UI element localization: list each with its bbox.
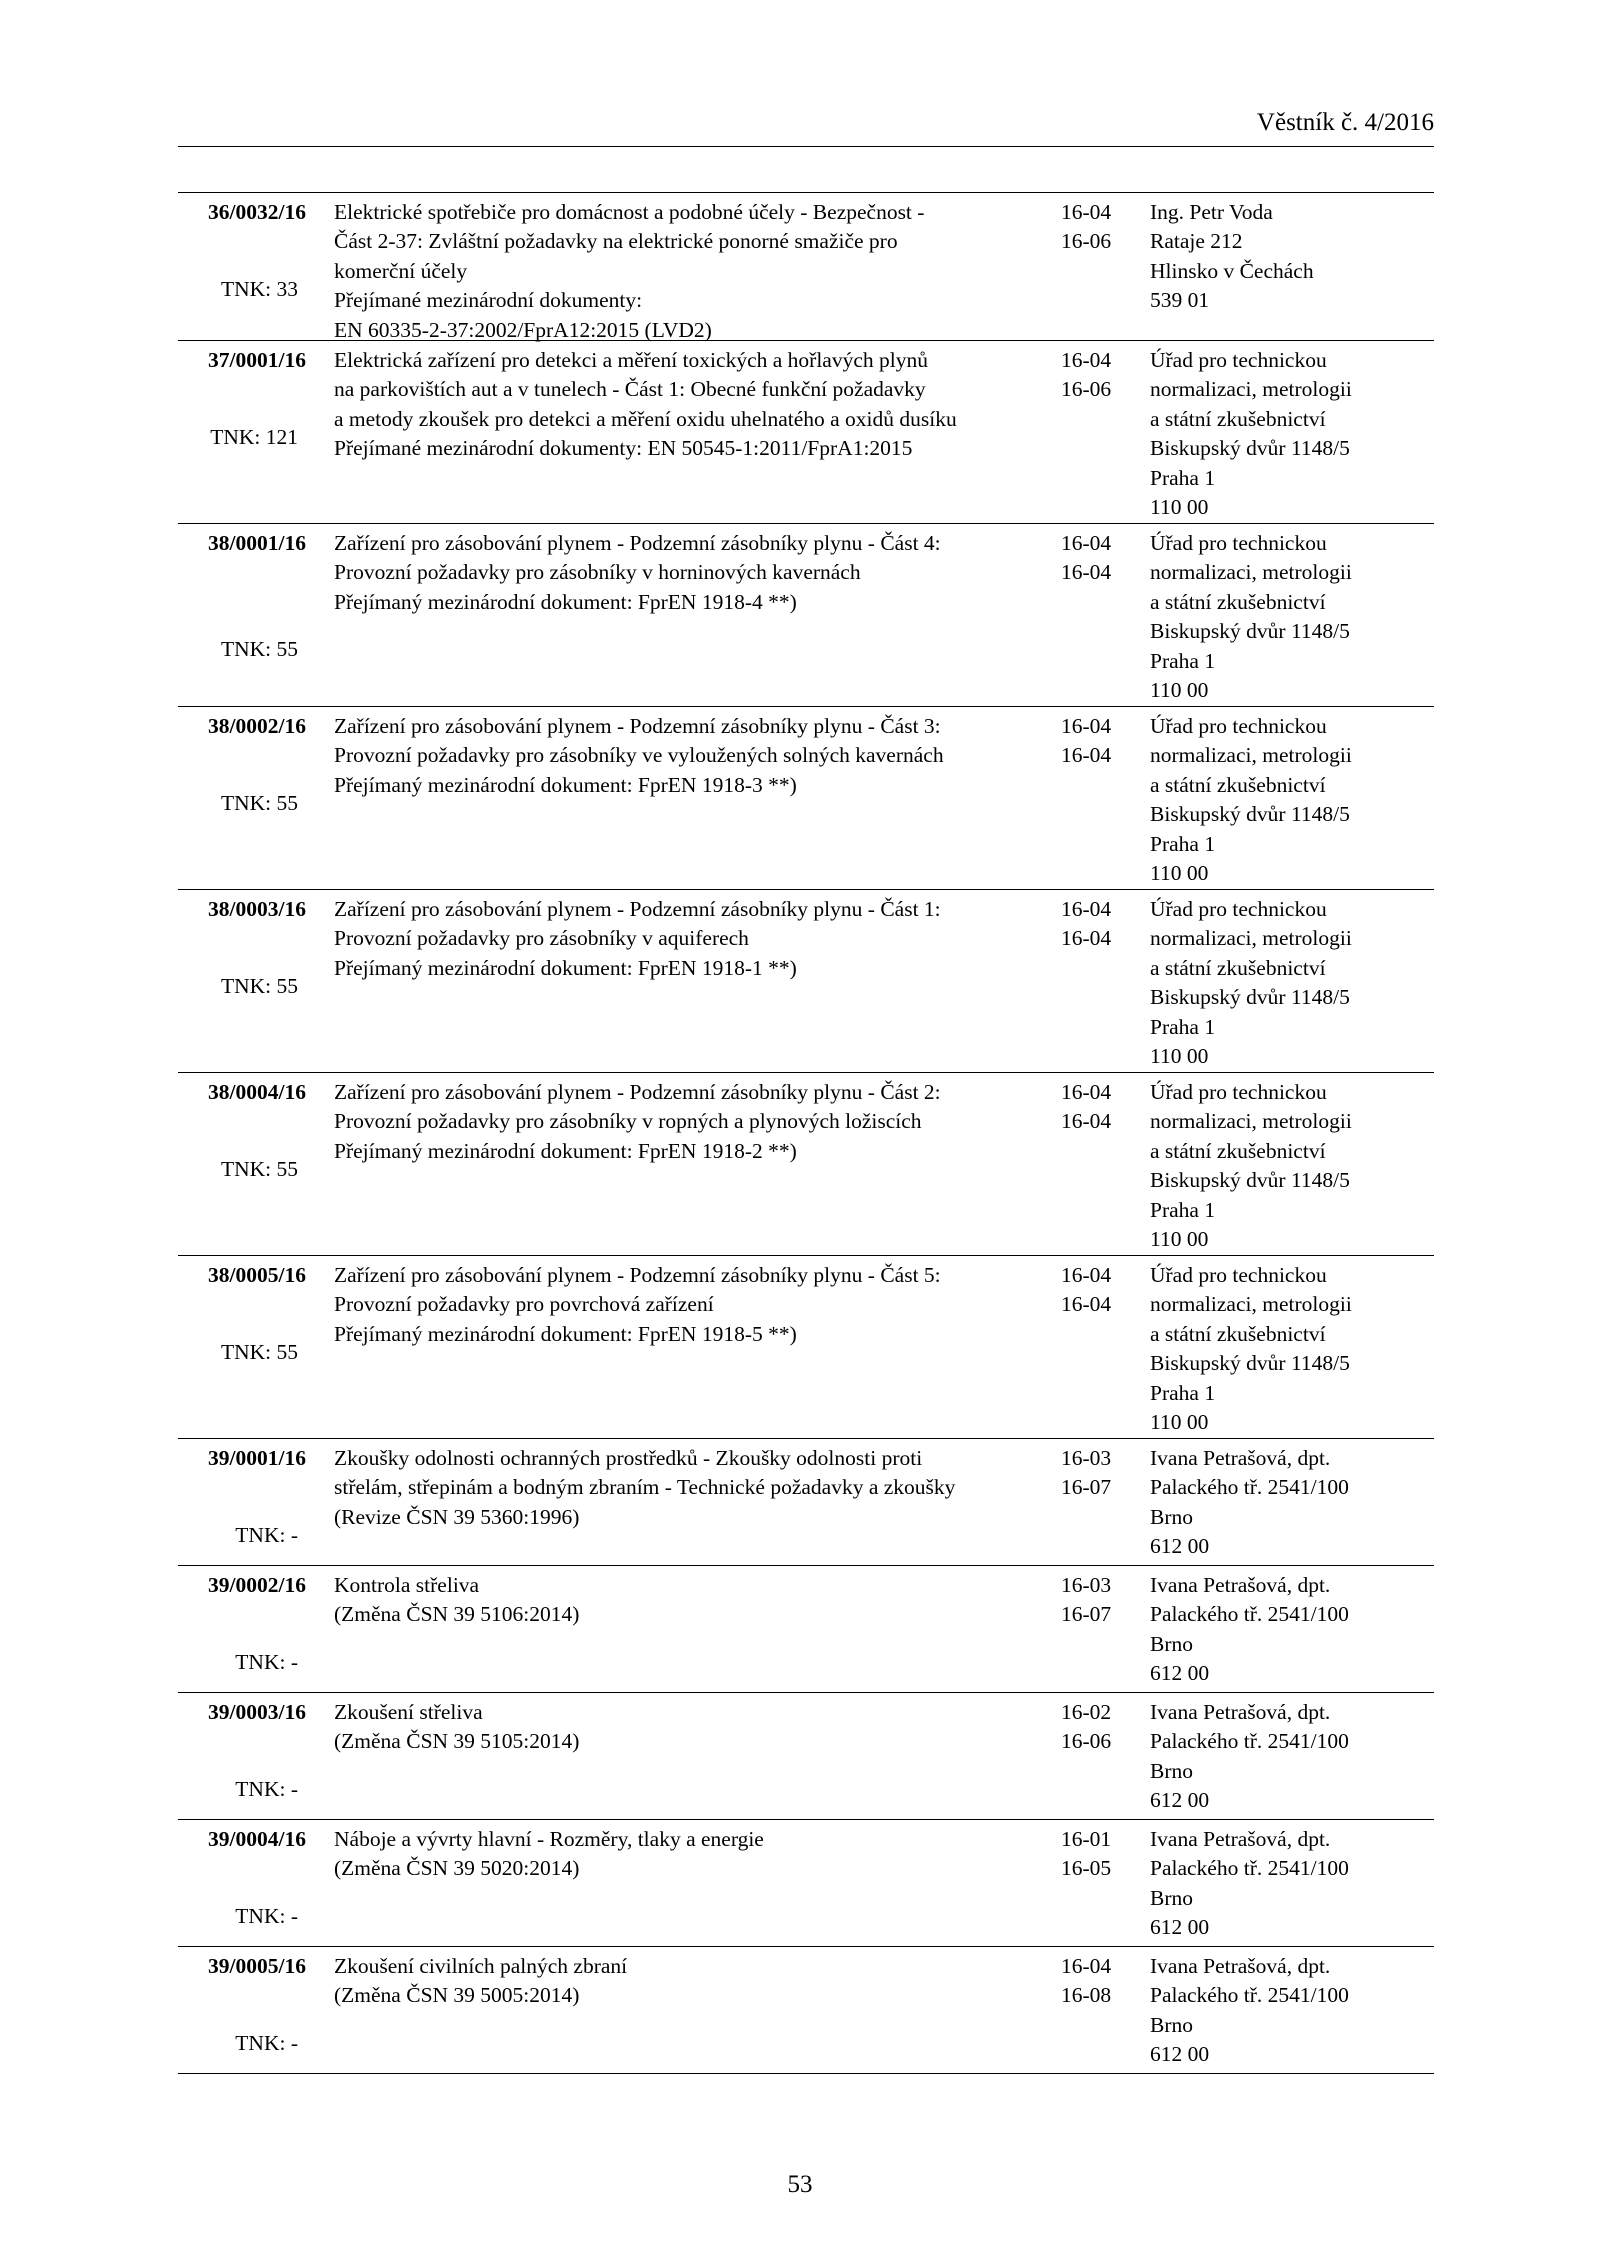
- date-range-line: 16-01: [1061, 1827, 1112, 1851]
- date-range: [1061, 198, 1151, 257]
- date-range-line: 16-04: [1061, 1080, 1112, 1104]
- date-range-line: 16-06: [1061, 1729, 1112, 1754]
- header-rule: [178, 146, 1434, 147]
- standard-description-line: Provozní požadavky pro zásobníky v aquiferech: [334, 926, 749, 951]
- standard-description-line: Zařízení pro zásobování plynem - Podzemní zásobníky plynu - Část 1:: [334, 897, 941, 921]
- contact-address: [1150, 1698, 1434, 1816]
- standard-description: [334, 1261, 1054, 1349]
- contact-address-line: 612 00: [1150, 1788, 1210, 1813]
- standard-description-line: Provozní požadavky pro zásobníky ve vyloužených solných kavernách: [334, 743, 944, 768]
- contact-address: [1150, 198, 1434, 316]
- table-row: [178, 890, 1434, 1073]
- contact-address-line: Ivana Petrašová, dpt.: [1150, 1446, 1331, 1470]
- standard-description: [334, 1698, 1054, 1757]
- date-range-line: 16-06: [1061, 229, 1112, 254]
- standard-description-line: a metody zkoušek pro detekci a měření oxidu uhelnatého a oxidů dusíku: [334, 406, 957, 431]
- standard-description-line: Zkoušení střeliva: [334, 1700, 483, 1724]
- contact-address-line: 110 00: [1150, 678, 1209, 703]
- date-range: [1061, 1571, 1151, 1630]
- standard-description-line: (Změna ČSN 39 5105:2014): [334, 1729, 580, 1754]
- contact-address-line: normalizaci, metrologii: [1150, 377, 1352, 402]
- contact-address-line: Ivana Petrašová, dpt.: [1150, 1827, 1331, 1851]
- standard-description: [334, 529, 1054, 617]
- date-range: [1061, 1825, 1151, 1884]
- contact-address-line: Praha 1: [1150, 648, 1216, 673]
- table-row: [178, 1566, 1434, 1693]
- standard-description: [334, 895, 1054, 983]
- contact-address-line: Úřad pro technickou: [1150, 1080, 1327, 1104]
- standard-description-line: Zařízení pro zásobování plynem - Podzemní zásobníky plynu - Část 2:: [334, 1080, 941, 1104]
- contact-address-line: Ivana Petrašová, dpt.: [1150, 1954, 1331, 1978]
- contact-address: [1150, 1825, 1434, 1943]
- contact-address-line: normalizaci, metrologii: [1150, 1292, 1352, 1317]
- contact-address-line: Palackého tř. 2541/100: [1150, 1983, 1349, 2008]
- standard-description-line: (Změna ČSN 39 5005:2014): [334, 1983, 580, 2008]
- contact-address-line: Palackého tř. 2541/100: [1150, 1475, 1349, 1500]
- contact-address-line: 612 00: [1150, 2042, 1210, 2067]
- standard-description-line: Provozní požadavky pro zásobníky v ropných a plynových ložiscích: [334, 1109, 922, 1134]
- date-range-line: 16-03: [1061, 1573, 1112, 1597]
- standard-description-line: střelám, střepinám a bodným zbraním - Technické požadavky a zkoušky: [334, 1475, 956, 1500]
- contact-address: [1150, 712, 1434, 888]
- page-number: 53: [787, 2171, 813, 2198]
- standard-description-line: Přejímaný mezinárodní dokument: FprEN 1918-3 **): [334, 772, 797, 797]
- record-id: 39/0004/16: [208, 1827, 306, 1851]
- date-range: [1061, 895, 1151, 954]
- date-range-line: 16-04: [1061, 1954, 1112, 1978]
- contact-address-line: Úřad pro technickou: [1150, 1263, 1327, 1287]
- table-row: [178, 341, 1434, 524]
- date-range-line: 16-04: [1061, 1263, 1112, 1287]
- contact-address: [1150, 1261, 1434, 1437]
- date-range-line: 16-04: [1061, 348, 1112, 372]
- record-id: 38/0005/16: [208, 1263, 306, 1287]
- contact-address-line: 110 00: [1150, 1227, 1209, 1252]
- contact-address-line: 110 00: [1150, 1410, 1209, 1435]
- contact-address-line: a státní zkušebnictví: [1150, 406, 1326, 431]
- contact-address-line: Palackého tř. 2541/100: [1150, 1602, 1349, 1627]
- contact-address-line: Hlinsko v Čechách: [1150, 258, 1314, 283]
- contact-address-line: Biskupský dvůr 1148/5: [1150, 1168, 1350, 1193]
- table-row: [178, 1439, 1434, 1566]
- standard-description: [334, 1078, 1054, 1166]
- date-range: [1061, 712, 1151, 771]
- date-range-line: 16-04: [1061, 743, 1112, 768]
- contact-address-line: Brno: [1150, 2012, 1193, 2037]
- standard-description: [334, 1571, 1054, 1630]
- contact-address: [1150, 1444, 1434, 1562]
- contact-address-line: normalizaci, metrologii: [1150, 743, 1352, 768]
- standard-description-line: (Revize ČSN 39 5360:1996): [334, 1504, 580, 1529]
- contact-address-line: normalizaci, metrologii: [1150, 1109, 1352, 1134]
- tnk-label: TNK: 55: [220, 1157, 298, 1181]
- record-id: 39/0003/16: [208, 1700, 306, 1724]
- contact-address: [1150, 1952, 1434, 2070]
- contact-address-line: 110 00: [1150, 1044, 1209, 1069]
- date-range-line: 16-03: [1061, 1446, 1112, 1470]
- tnk-label: TNK: 33: [220, 277, 298, 301]
- contact-address-line: Úřad pro technickou: [1150, 531, 1327, 555]
- standard-description: [334, 198, 1054, 345]
- record-id: 39/0005/16: [208, 1954, 306, 1978]
- contact-address-line: Praha 1: [1150, 1014, 1216, 1039]
- standard-description-line: Přejímaný mezinárodní dokument: FprEN 1918-4 **): [334, 589, 797, 614]
- contact-address-line: Palackého tř. 2541/100: [1150, 1856, 1349, 1881]
- tnk-label: TNK: -: [235, 1777, 298, 1801]
- standard-description-line: na parkovištích aut a v tunelech - Část 1: Obecné funkční požadavky: [334, 377, 926, 402]
- contact-address-line: a státní zkušebnictví: [1150, 772, 1326, 797]
- contact-address-line: 612 00: [1150, 1534, 1210, 1559]
- contact-address-line: a státní zkušebnictví: [1150, 589, 1326, 614]
- standard-description-line: Provozní požadavky pro zásobníky v horninových kavernách: [334, 560, 861, 585]
- contact-address: [1150, 1078, 1434, 1254]
- contact-address-line: Biskupský dvůr 1148/5: [1150, 436, 1350, 461]
- date-range-line: 16-02: [1061, 1700, 1112, 1724]
- standard-description-line: (Změna ČSN 39 5106:2014): [334, 1602, 580, 1627]
- date-range: [1061, 1261, 1151, 1320]
- contact-address-line: 110 00: [1150, 495, 1209, 520]
- contact-address-line: a státní zkušebnictví: [1150, 1321, 1326, 1346]
- contact-address-line: Palackého tř. 2541/100: [1150, 1729, 1349, 1754]
- tnk-label: TNK: 55: [220, 974, 298, 998]
- date-range: [1061, 1698, 1151, 1757]
- table-row: [178, 1820, 1434, 1947]
- contact-address-line: Biskupský dvůr 1148/5: [1150, 802, 1350, 827]
- standard-description-line: Náboje a vývrty hlavní - Rozměry, tlaky a energie: [334, 1827, 764, 1851]
- date-range: [1061, 1078, 1151, 1137]
- contact-address: [1150, 1571, 1434, 1689]
- table-row: [178, 1256, 1434, 1439]
- contact-address-line: Brno: [1150, 1631, 1193, 1656]
- contact-address: [1150, 529, 1434, 705]
- date-range-line: 16-06: [1061, 377, 1112, 402]
- record-id: 39/0002/16: [208, 1573, 306, 1597]
- standard-description-line: Přejímaný mezinárodní dokument: FprEN 1918-1 **): [334, 955, 797, 980]
- standard-description-line: EN 60335-2-37:2002/FprA12:2015 (LVD2): [334, 317, 712, 342]
- standards-table: [178, 192, 1434, 2074]
- record-id: 38/0001/16: [208, 531, 306, 555]
- standard-description: [334, 1825, 1054, 1884]
- date-range-line: 16-04: [1061, 531, 1112, 555]
- record-id: 37/0001/16: [208, 348, 306, 372]
- tnk-label: TNK: -: [235, 1904, 298, 1928]
- standard-description-line: Provozní požadavky pro povrchová zařízení: [334, 1292, 714, 1317]
- tnk-label: TNK: 121: [210, 425, 298, 449]
- date-range-line: 16-04: [1061, 1292, 1112, 1317]
- contact-address-line: normalizaci, metrologii: [1150, 560, 1352, 585]
- standard-description-line: Elektrická zařízení pro detekci a měření toxických a hořlavých plynů: [334, 348, 928, 372]
- table-row: [178, 524, 1434, 707]
- contact-address-line: a státní zkušebnictví: [1150, 955, 1326, 980]
- page-header-title: Věstník č. 4/2016: [1256, 109, 1434, 136]
- record-id: 38/0004/16: [208, 1080, 306, 1104]
- date-range: [1061, 529, 1151, 588]
- contact-address-line: Biskupský dvůr 1148/5: [1150, 619, 1350, 644]
- tnk-label: TNK: 55: [220, 637, 298, 661]
- standard-description-line: Kontrola střeliva: [334, 1573, 480, 1597]
- record-id: 36/0032/16: [208, 200, 306, 224]
- date-range: [1061, 346, 1151, 405]
- standard-description-line: (Změna ČSN 39 5020:2014): [334, 1856, 580, 1881]
- standard-description-line: Přejímané mezinárodní dokumenty:: [334, 288, 643, 313]
- date-range-line: 16-04: [1061, 1109, 1112, 1134]
- contact-address-line: Rataje 212: [1150, 229, 1243, 254]
- standard-description-line: Přejímané mezinárodní dokumenty: EN 50545-1:2011/FprA1:2015: [334, 436, 913, 461]
- date-range-line: 16-04: [1061, 926, 1112, 951]
- date-range-line: 16-04: [1061, 560, 1112, 585]
- contact-address-line: normalizaci, metrologii: [1150, 926, 1352, 951]
- table-row: [178, 193, 1434, 341]
- contact-address: [1150, 346, 1434, 522]
- contact-address-line: Brno: [1150, 1504, 1193, 1529]
- standard-description-line: Zařízení pro zásobování plynem - Podzemní zásobníky plynu - Část 4:: [334, 531, 941, 555]
- contact-address-line: 539 01: [1150, 288, 1210, 313]
- standard-description-line: Přejímaný mezinárodní dokument: FprEN 1918-5 **): [334, 1321, 797, 1346]
- standard-description-line: Zařízení pro zásobování plynem - Podzemní zásobníky plynu - Část 3:: [334, 714, 941, 738]
- contact-address-line: Úřad pro technickou: [1150, 348, 1327, 372]
- contact-address-line: Brno: [1150, 1885, 1193, 1910]
- tnk-label: TNK: -: [235, 1523, 298, 1547]
- contact-address-line: Ing. Petr Voda: [1150, 200, 1273, 224]
- tnk-label: TNK: -: [235, 2031, 298, 2055]
- standard-description-line: komerční účely: [334, 258, 468, 283]
- date-range-line: 16-05: [1061, 1856, 1112, 1881]
- date-range-line: 16-04: [1061, 897, 1112, 921]
- contact-address-line: Praha 1: [1150, 1197, 1216, 1222]
- date-range-line: 16-04: [1061, 200, 1112, 224]
- contact-address: [1150, 895, 1434, 1071]
- standard-description: [334, 1444, 1054, 1532]
- date-range-line: 16-04: [1061, 714, 1112, 738]
- standard-description-line: Zařízení pro zásobování plynem - Podzemní zásobníky plynu - Část 5:: [334, 1263, 941, 1287]
- standard-description-line: Část 2-37: Zvláštní požadavky na elektrické ponorné smažiče pro: [334, 229, 898, 254]
- standard-description: [334, 346, 1054, 464]
- contact-address-line: 612 00: [1150, 1661, 1210, 1686]
- date-range-line: 16-07: [1061, 1602, 1112, 1627]
- contact-address-line: Praha 1: [1150, 465, 1216, 490]
- standard-description-line: Přejímaný mezinárodní dokument: FprEN 1918-2 **): [334, 1138, 797, 1163]
- contact-address-line: Biskupský dvůr 1148/5: [1150, 985, 1350, 1010]
- standard-description-line: Zkoušky odolnosti ochranných prostředků - Zkoušky odolnosti proti: [334, 1446, 923, 1470]
- contact-address-line: Ivana Petrašová, dpt.: [1150, 1700, 1331, 1724]
- contact-address-line: Praha 1: [1150, 1380, 1216, 1405]
- tnk-label: TNK: 55: [220, 1340, 298, 1364]
- contact-address-line: a státní zkušebnictví: [1150, 1138, 1326, 1163]
- record-id: 39/0001/16: [208, 1446, 306, 1470]
- contact-address-line: 110 00: [1150, 861, 1209, 886]
- date-range-line: 16-07: [1061, 1475, 1112, 1500]
- standard-description-line: Elektrické spotřebiče pro domácnost a podobné účely - Bezpečnost -: [334, 200, 925, 224]
- date-range-line: 16-08: [1061, 1983, 1112, 2008]
- contact-address-line: Ivana Petrašová, dpt.: [1150, 1573, 1331, 1597]
- record-id: 38/0003/16: [208, 897, 306, 921]
- contact-address-line: Úřad pro technickou: [1150, 897, 1327, 921]
- tnk-label: TNK: -: [235, 1650, 298, 1674]
- contact-address-line: Brno: [1150, 1758, 1193, 1783]
- table-row: [178, 1693, 1434, 1820]
- contact-address-line: Biskupský dvůr 1148/5: [1150, 1351, 1350, 1376]
- contact-address-line: Praha 1: [1150, 831, 1216, 856]
- table-row: [178, 1947, 1434, 2074]
- table-row: [178, 707, 1434, 890]
- standard-description: [334, 712, 1054, 800]
- standard-description-line: Zkoušení civilních palných zbraní: [334, 1954, 628, 1978]
- date-range: [1061, 1444, 1151, 1503]
- contact-address-line: Úřad pro technickou: [1150, 714, 1327, 738]
- contact-address-line: 612 00: [1150, 1915, 1210, 1940]
- standard-description: [334, 1952, 1054, 2011]
- table-row: [178, 1073, 1434, 1256]
- date-range: [1061, 1952, 1151, 2011]
- tnk-label: TNK: 55: [220, 791, 298, 815]
- record-id: 38/0002/16: [208, 714, 306, 738]
